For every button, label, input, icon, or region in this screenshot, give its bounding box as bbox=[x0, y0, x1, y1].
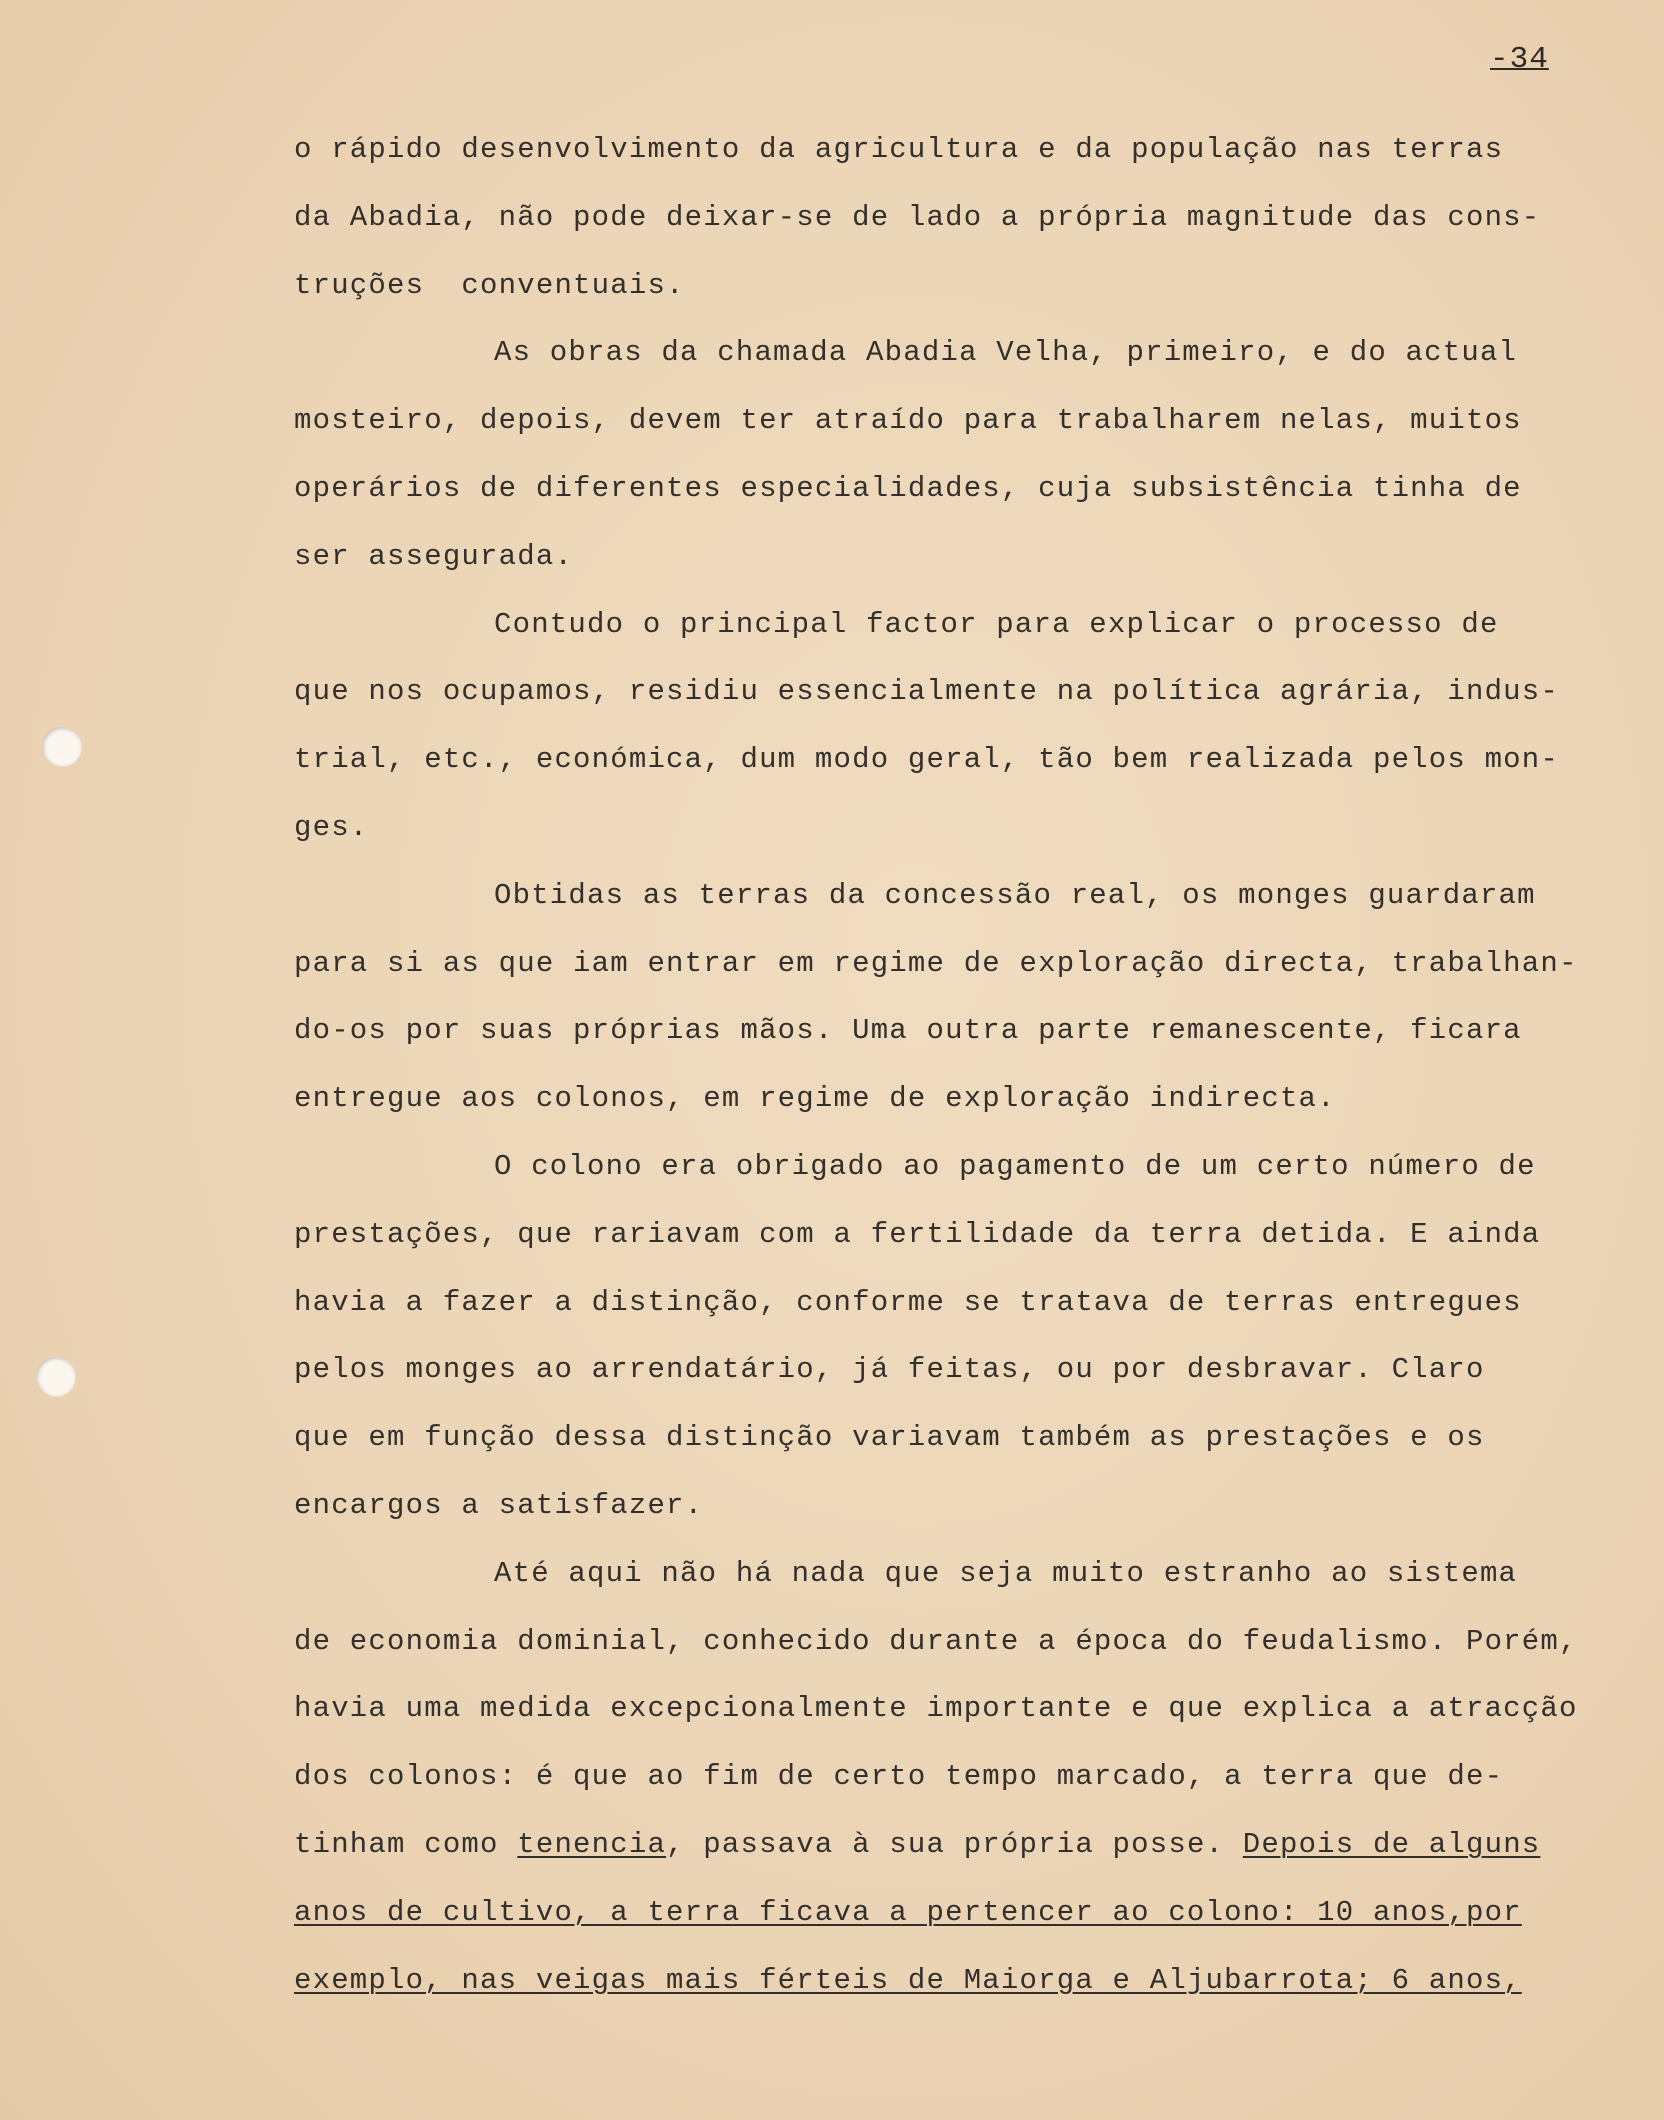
punch-hole bbox=[42, 727, 82, 767]
text-line: ser assegurada. bbox=[294, 539, 574, 573]
body-text bbox=[294, 126, 1654, 2024]
text-line: prestações, que rariavam com a fertilidade da terra detida. E ainda bbox=[294, 1217, 1541, 1251]
paragraph-start-line: As obras da chamada Abadia Velha, primeiro, e do actual bbox=[494, 336, 1518, 370]
page-number: -34 bbox=[1490, 42, 1549, 77]
text-line: havia uma medida excepcionalmente importante e que explica a atracção bbox=[294, 1692, 1578, 1726]
text-line bbox=[294, 1821, 1654, 1889]
text-segment: , passava à sua própria posse. bbox=[666, 1827, 1243, 1861]
underlined-word: tenencia bbox=[517, 1827, 667, 1861]
text-line: que em função dessa distinção variavam também as prestações e os bbox=[294, 1421, 1485, 1455]
punch-hole bbox=[36, 1357, 76, 1397]
text-line: truções conventuais. bbox=[294, 268, 685, 302]
text-line: entregue aos colonos, em regime de exploração indirecta. bbox=[294, 1082, 1336, 1116]
text-line: ges. bbox=[294, 810, 369, 844]
paragraph-start-line: Até aqui não há nada que seja muito estranho ao sistema bbox=[494, 1556, 1518, 1590]
text-line: da Abadia, não pode deixar-se de lado a própria magnitude das cons- bbox=[294, 200, 1541, 234]
text-segment: tinham como bbox=[294, 1827, 518, 1861]
text-line: de economia dominial, conhecido durante a época do feudalismo. Porém, bbox=[294, 1624, 1578, 1658]
text-line: mosteiro, depois, devem ter atraído para trabalharem nelas, muitos bbox=[294, 404, 1522, 438]
underlined-text: Depois de alguns bbox=[1242, 1827, 1541, 1861]
text-line: trial, etc., económica, dum modo geral, tão bem realizada pelos mon- bbox=[294, 743, 1559, 777]
paragraph-start-line: Contudo o principal factor para explicar o processo de bbox=[494, 607, 1499, 641]
text-line: do-os por suas próprias mãos. Uma outra parte remanescente, ficara bbox=[294, 1014, 1522, 1048]
paragraph-start-line: O colono era obrigado ao pagamento de um certo número de bbox=[494, 1149, 1536, 1183]
text-line: operários de diferentes especialidades, cuja subsistência tinha de bbox=[294, 471, 1522, 505]
text-line: que nos ocupamos, residiu essencialmente na política agrária, indus- bbox=[294, 675, 1559, 709]
text-line: para si as que iam entrar em regime de exploração directa, trabalhan- bbox=[294, 946, 1578, 980]
paragraph-start-line: Obtidas as terras da concessão real, os monges guardaram bbox=[494, 878, 1536, 912]
text-line: havia a fazer a distinção, conforme se tratava de terras entregues bbox=[294, 1285, 1522, 1319]
text-line: pelos monges ao arrendatário, já feitas, ou por desbravar. Claro bbox=[294, 1353, 1485, 1387]
text-line: dos colonos: é que ao fim de certo tempo marcado, a terra que de- bbox=[294, 1760, 1504, 1794]
underlined-line: anos de cultivo, a terra ficava a pertencer ao colono: 10 anos,por bbox=[294, 1895, 1522, 1929]
underlined-line: exemplo, nas veigas mais férteis de Maiorga e Aljubarrota; 6 anos, bbox=[294, 1963, 1522, 1997]
text-line: encargos a satisfazer. bbox=[294, 1488, 704, 1522]
text-line: o rápido desenvolvimento da agricultura e da população nas terras bbox=[294, 133, 1504, 166]
